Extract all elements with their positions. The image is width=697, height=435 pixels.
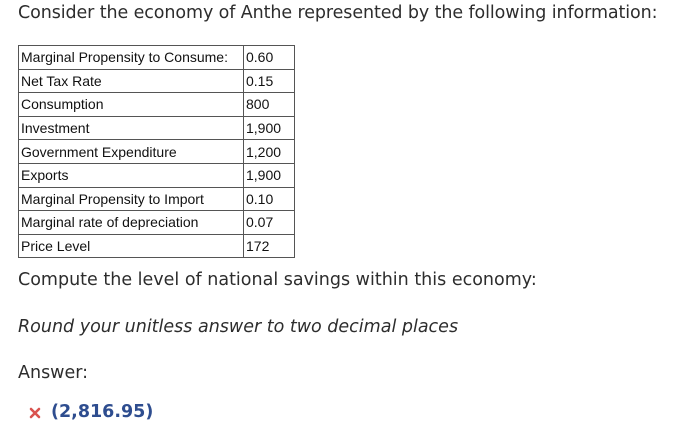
- row-value: 1,200: [244, 140, 295, 164]
- row-label: Marginal Propensity to Import: [19, 187, 244, 211]
- answer-value: (2,816.95): [51, 402, 154, 422]
- row-value: 0.10: [244, 187, 295, 211]
- row-label: Consumption: [19, 93, 244, 117]
- rounding-instruction: Round your unitless answer to two decimal places: [18, 317, 459, 337]
- row-value: 0.15: [244, 69, 295, 93]
- row-value: 0.07: [244, 211, 295, 235]
- economy-info-table: [18, 45, 295, 258]
- table-row: [19, 211, 295, 235]
- table-row: [19, 116, 295, 140]
- submitted-answer: [28, 402, 153, 422]
- row-value: 1,900: [244, 116, 295, 140]
- row-label: Price Level: [19, 234, 244, 258]
- table-row: [19, 69, 295, 93]
- row-label: Investment: [19, 116, 244, 140]
- row-value: 1,900: [244, 163, 295, 187]
- row-value: 0.60: [244, 46, 295, 70]
- row-label: Net Tax Rate: [19, 69, 244, 93]
- row-label: Marginal rate of depreciation: [19, 211, 244, 235]
- row-label: Marginal Propensity to Consume:: [19, 46, 244, 70]
- table-row: [19, 46, 295, 70]
- row-label: Exports: [19, 163, 244, 187]
- row-label: Government Expenditure: [19, 140, 244, 164]
- question-prompt: Compute the level of national savings within this economy:: [18, 270, 537, 290]
- table-row: [19, 187, 295, 211]
- row-value: 800: [244, 93, 295, 117]
- table-row: [19, 140, 295, 164]
- row-value: 172: [244, 234, 295, 258]
- question-title: Consider the economy of Anthe represented by the following information:: [18, 3, 658, 23]
- answer-label: Answer:: [18, 363, 89, 383]
- table-row: [19, 163, 295, 187]
- table-row: [19, 93, 295, 117]
- table-row: [19, 234, 295, 258]
- incorrect-x-icon: [28, 405, 42, 419]
